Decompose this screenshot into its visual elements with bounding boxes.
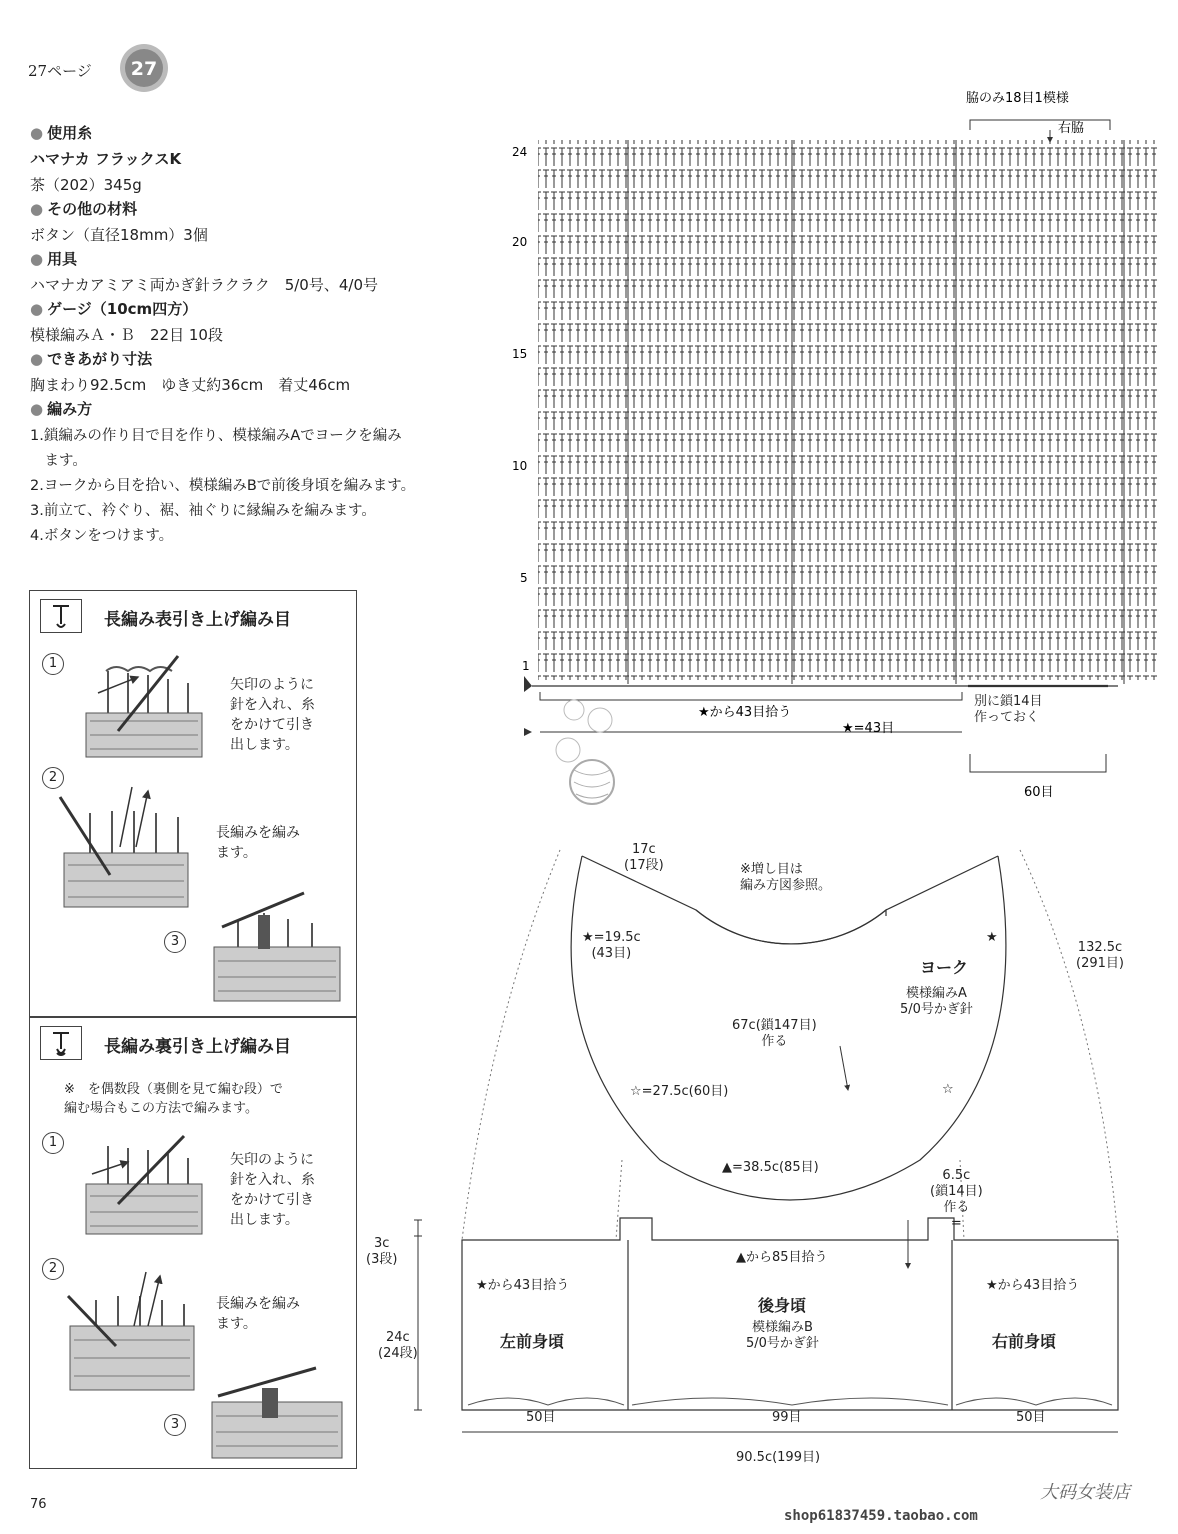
- body-height-label: 24c (24段): [378, 1330, 418, 1361]
- technique-title: 長編み裏引き上げ編み目: [104, 1037, 291, 1057]
- yarn-amount: 茶（202）345g: [30, 176, 142, 194]
- step2-text: 長編みを編み ます。: [216, 825, 300, 861]
- right-side-label: 右脇: [1058, 121, 1085, 136]
- gauge-heading: ● ゲージ（10cm四方）: [30, 298, 197, 319]
- technique-back-post-dc: [29, 1017, 357, 1469]
- left-width-label: 50目: [526, 1410, 556, 1425]
- watermark-text: 大码女装店: [1040, 1482, 1130, 1503]
- step-number: 1: [42, 1132, 64, 1154]
- separate-chain-label: 別に鎖14目 作っておく: [974, 694, 1043, 725]
- row-label: 1: [522, 659, 530, 673]
- step2-illustration: [56, 1266, 206, 1396]
- technique-front-post-dc: [29, 590, 357, 1017]
- step-number: 1: [42, 653, 64, 675]
- yarn-ball-icon: [540, 690, 630, 820]
- right-front-title: 右前身頃: [992, 1332, 1057, 1351]
- step-number: 3: [164, 1414, 186, 1436]
- hollow-star-width-label: ☆=27.5c(60目): [630, 1084, 729, 1099]
- method-step: 2.ヨークから目を拾い、模様編みBで前後身頃を編みます。: [30, 478, 416, 494]
- yarn-name: ハマナカ フラックスK: [30, 150, 182, 168]
- yarn-heading: ● 使用糸: [30, 122, 92, 143]
- foundation-chain-label: 67c(鎖147目) 作る: [732, 1018, 817, 1049]
- step2-illustration: [50, 777, 200, 912]
- other-materials-heading: ● その他の材料: [30, 198, 137, 219]
- increase-note: ※増し目は 編み方図参照。: [740, 862, 832, 893]
- back-title: 後身頃: [758, 1296, 807, 1315]
- tools: ハマナカアミアミ両かぎ針ラクラク 5/0号、4/0号: [30, 276, 378, 294]
- step-number: 2: [42, 1258, 64, 1280]
- step2-text: 長編みを編み ます。: [216, 1296, 300, 1332]
- method-step: 3.前立て、衿ぐり、裾、袖ぐりに縁編みを編みます。: [30, 503, 376, 519]
- stitch-grid: [538, 140, 1158, 680]
- page-reference: 27ページ: [28, 62, 92, 80]
- size-heading: ● できあがり寸法: [30, 348, 152, 369]
- total-circumference-label: 132.5c (291目): [1076, 940, 1124, 971]
- step1-text: 矢印のように 針を入れ、糸 をかけて引き 出します。: [230, 677, 315, 753]
- star-count-label: ★=43目: [842, 721, 895, 736]
- total-width-label: 90.5c(199目): [736, 1450, 821, 1465]
- triangle-width-label: ▲=38.5c(85目): [722, 1160, 819, 1175]
- method-step: 1.鎖編みの作り目で目を作り、模様編みAでヨークを編み: [30, 428, 402, 444]
- right-width-label: 50目: [1016, 1410, 1046, 1425]
- underarm-chain-label: 6.5c (鎖14目) 作る =: [930, 1168, 983, 1231]
- count-60-label: 60目: [1024, 785, 1054, 800]
- step1-text: 矢印のように 針を入れ、糸 をかけて引き 出します。: [230, 1152, 315, 1228]
- shop-url: shop61837459.taobao.com: [784, 1508, 978, 1524]
- neck-depth-label: 17c (17段): [624, 842, 664, 873]
- yoke-title: ヨーク: [920, 958, 969, 977]
- step3-illustration: [208, 891, 348, 1007]
- row-label: 20: [512, 235, 528, 249]
- step-number: 3: [164, 931, 186, 953]
- left-front-title: 左前身頃: [500, 1332, 565, 1351]
- back-width-label: 99目: [772, 1410, 802, 1425]
- back-pickup-label: ▲から85目拾う: [736, 1250, 828, 1265]
- front-post-symbol-icon: [40, 599, 82, 633]
- side-repeat-label: 脇のみ18目1模様: [966, 91, 1069, 106]
- star-marker-right: ★: [986, 930, 998, 945]
- left-pickup-label: ★から43目拾う: [476, 1278, 570, 1293]
- back-pattern: 模様編みB 5/0号かぎ針: [746, 1320, 819, 1351]
- yoke-pattern: 模様編みA 5/0号かぎ針: [900, 986, 973, 1017]
- page-number: 76: [30, 1497, 47, 1512]
- row-label: 24: [512, 145, 528, 159]
- gauge: 模様編みＡ・Ｂ 22目 10段: [30, 326, 223, 344]
- step1-illustration: [78, 651, 208, 761]
- technique-title: 長編み表引き上げ編み目: [104, 610, 291, 630]
- pattern-number-badge: [118, 42, 170, 94]
- garment-schematic: [360, 820, 1160, 1470]
- row-label: 10: [512, 459, 528, 473]
- method-step: ます。: [30, 453, 87, 469]
- row-label: 15: [512, 347, 528, 361]
- border-height-label: 3c (3段): [366, 1236, 398, 1267]
- row-label: 5: [520, 571, 528, 585]
- step1-illustration: [78, 1128, 208, 1238]
- step-number: 2: [42, 767, 64, 789]
- other-materials: ボタン（直径18mm）3個: [30, 226, 208, 244]
- pattern-number: 27: [130, 58, 158, 80]
- method-heading: ● 編み方: [30, 398, 92, 419]
- hollow-star-marker-right: ☆: [942, 1082, 954, 1097]
- step3-illustration: [206, 1366, 352, 1462]
- method-step: 4.ボタンをつけます。: [30, 528, 174, 544]
- star-width-label: ★=19.5c (43目): [582, 930, 641, 961]
- back-post-symbol-icon: [40, 1026, 82, 1060]
- technique-note: ※ を偶数段（裏側を見て編む段）で 編む場合もこの方法で編みます。: [64, 1082, 283, 1116]
- right-pickup-label: ★から43目拾う: [986, 1278, 1080, 1293]
- tools-heading: ● 用具: [30, 248, 77, 269]
- pick-up-label: ★から43目拾う: [698, 705, 792, 720]
- finished-size: 胸まわり92.5cm ゆき丈約36cm 着丈46cm: [30, 376, 351, 394]
